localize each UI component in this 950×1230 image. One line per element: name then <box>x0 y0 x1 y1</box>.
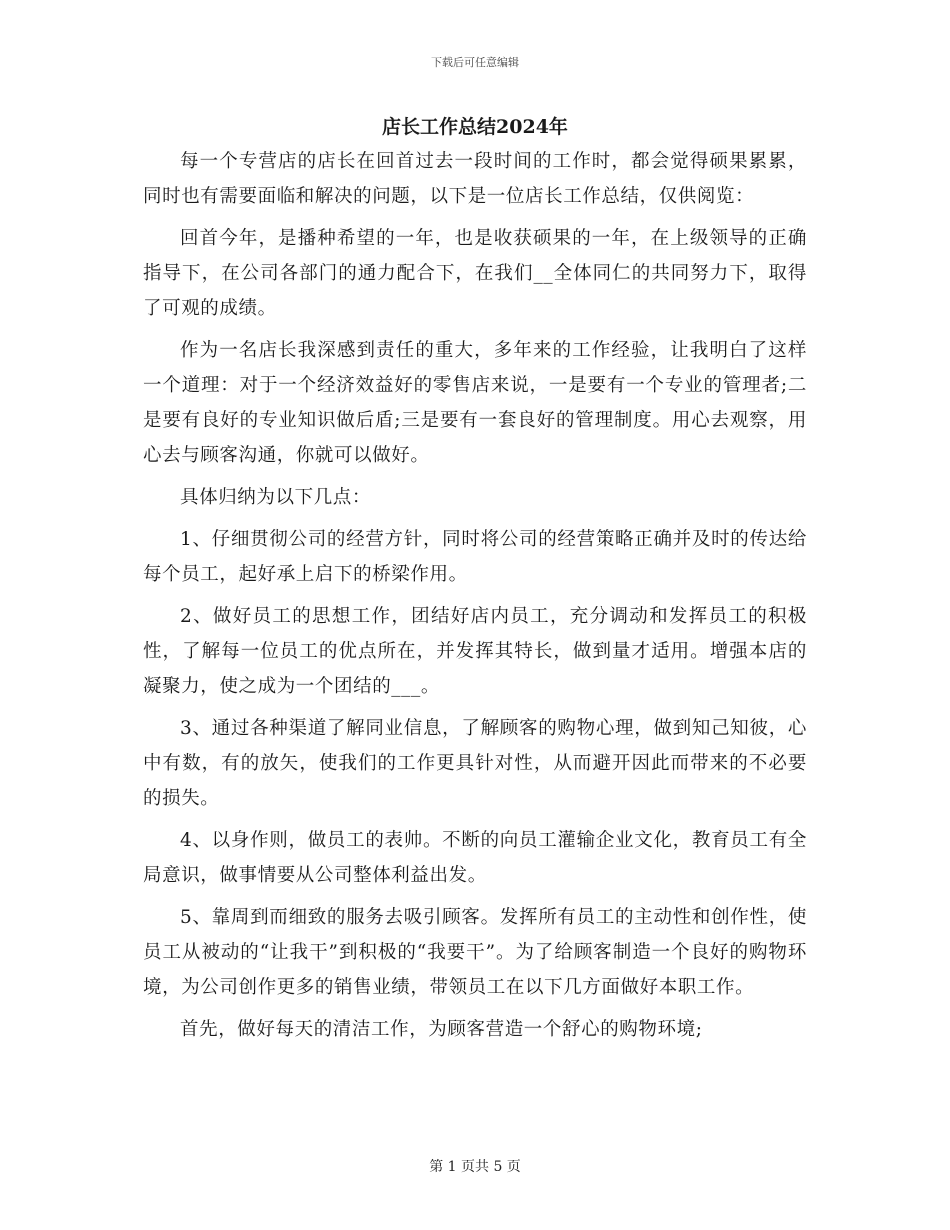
paragraph-point-1: 1、仔细贯彻公司的经营方针，同时将公司的经营策略正确并及时的传达给每个员工，起好承上启下的桥梁作用。 <box>143 529 807 585</box>
paragraph-point-2: 2、做好员工的思想工作，团结好店内员工，充分调动和发挥员工的积极性，了解每一位员工的优点所在，并发挥其特长，做到量才适用。增强本店的凝聚力，使之成为一个团结的___。 <box>143 606 807 697</box>
paragraph-first: 首先，做好每天的清洁工作，为顾客营造一个舒心的购物环境; <box>180 1019 703 1040</box>
paragraph-review: 回首今年，是播种希望的一年，也是收获硕果的一年，在上级领导的正确指导下，在公司各部门的通力配合下，在我们__全体同仁的共同努力下，取得了可观的成绩。 <box>143 228 807 319</box>
paragraph-experience: 作为一名店长我深感到责任的重大，多年来的工作经验，让我明白了这样一个道理：对于一个经济效益好的零售店来说，一是要有一个专业的管理者;二是要有良好的专业知识做后盾;三是要有一套良好的管理制度。用心去观察，用心去与顾客沟通，你就可以做好。 <box>143 340 807 466</box>
paragraph-point-5: 5、靠周到而细致的服务去吸引顾客。发挥所有员工的主动性和创作性，使员工从被动的“让我干”到积极的“我要干”。为了给顾客制造一个良好的购物环境，为公司创作更多的销售业绩，带领员工在以下几方面做好本职工作。 <box>143 907 807 998</box>
document-body <box>143 110 807 1054</box>
page-number: 第 1 页共 5 页 <box>429 1159 521 1175</box>
paragraph-point-4: 4、以身作则，做员工的表帅。不断的向员工灌输企业文化，教育员工有全局意识，做事情要从公司整体利益出发。 <box>143 830 807 886</box>
paragraph-intro: 每一个专营店的店长在回首过去一段时间的工作时，都会觉得硕果累累，同时也有需要面临和解决的问题，以下是一位店长工作总结，仅供阅览： <box>143 151 807 207</box>
paragraph-point-3: 3、通过各种渠道了解同业信息，了解顾客的购物心理，做到知己知彼，心中有数，有的放矢，使我们的工作更具针对性，从而避开因此而带来的不必要的损失。 <box>143 718 807 809</box>
paragraph-summary-lead: 具体归纳为以下几点： <box>180 487 372 508</box>
document-title: 店长工作总结2024年 <box>382 116 568 138</box>
header-note: 下载后可任意编辑 <box>431 56 519 69</box>
